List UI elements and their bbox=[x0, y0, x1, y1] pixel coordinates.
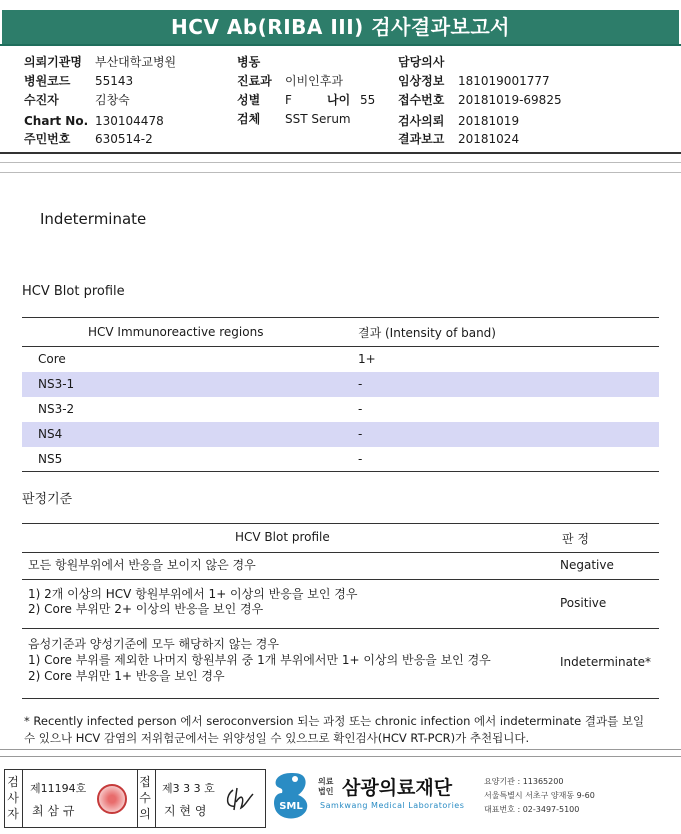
divider bbox=[0, 152, 681, 154]
table-header bbox=[22, 318, 659, 347]
criteria-table bbox=[22, 523, 659, 700]
report-footer bbox=[0, 767, 681, 834]
reviewer-label-text: 접수의 bbox=[139, 775, 151, 821]
criteria-text: 음성기준과 양성기준에 모두 해당하지 않는 경우 bbox=[28, 637, 279, 651]
tester-label-text: 검사자 bbox=[7, 775, 19, 821]
info-label: 접수번호 bbox=[398, 93, 445, 107]
table-row bbox=[22, 422, 659, 447]
tester-name: 최 삼 규 bbox=[32, 804, 75, 818]
phone: 대표번호 : 02-3497-5100 bbox=[484, 805, 580, 814]
info-label: 진료과 bbox=[237, 74, 272, 88]
seal-stamp-icon bbox=[97, 784, 127, 814]
criteria-result: Positive bbox=[560, 596, 607, 610]
info-value: 김창숙 bbox=[95, 93, 130, 107]
info-value: 부산대학교병원 bbox=[95, 55, 177, 69]
info-value: 55 bbox=[360, 93, 376, 107]
patient-info bbox=[0, 54, 681, 154]
result-cell: - bbox=[352, 447, 659, 472]
column-header: 판 정 bbox=[562, 532, 589, 546]
info-label: 병원코드 bbox=[24, 74, 71, 88]
footnote-line: * Recently infected person 에서 seroconversion 되는 과정 또는 chronic infection 에서 indeterminate 결과를 보일 bbox=[24, 714, 645, 728]
info-label: 주민번호 bbox=[24, 132, 71, 146]
reviewer-number: 제3 3 3 호 bbox=[162, 782, 215, 795]
info-value: 630514-2 bbox=[95, 132, 153, 146]
divider bbox=[0, 172, 681, 173]
sml-logo-icon bbox=[270, 771, 312, 823]
blot-profile-table bbox=[22, 317, 659, 472]
corp-type: 의료법인 bbox=[318, 777, 334, 796]
info-label: 검체 bbox=[237, 112, 261, 126]
blot-profile-title: HCV Blot profile bbox=[22, 284, 125, 299]
foundation-name: 삼광의료재단 bbox=[342, 777, 453, 799]
info-value: 55143 bbox=[95, 74, 134, 88]
criteria-text: 1) 2개 이상의 HCV 항원부위에서 1+ 이상의 반응을 보인 경우 bbox=[28, 587, 358, 601]
info-label: Chart No. bbox=[24, 114, 89, 128]
criteria-text: 2) Core 부위만 1+ 반응을 보인 경우 bbox=[28, 669, 225, 683]
criteria-title: 판정기준 bbox=[22, 492, 73, 507]
address: 서울특별시 서초구 양재동 9-60 bbox=[484, 791, 595, 800]
footnote-line: 수 있으나 HCV 감염의 저위험군에서는 위양성일 수 있으므로 확인검사(HCV RT-PCR)가 추천됩니다. bbox=[24, 731, 530, 745]
criteria-result: Indeterminate* bbox=[560, 655, 652, 669]
info-value: 20181024 bbox=[458, 132, 520, 146]
criteria-text: 1) Core 부위를 제외한 나머지 항원부위 중 1개 부위에서만 1+ 이상의 반응을 보인 경우 bbox=[28, 653, 491, 667]
info-value: 130104478 bbox=[95, 114, 164, 128]
footnote bbox=[24, 713, 664, 747]
info-value: 이비인후과 bbox=[285, 74, 343, 88]
region-cell: NS3-2 bbox=[38, 402, 75, 416]
region-cell: NS5 bbox=[22, 447, 352, 472]
column-header: 결과 (Intensity of band) bbox=[352, 318, 659, 347]
org-code: 요양기관 : 11365200 bbox=[484, 777, 564, 786]
divider bbox=[0, 756, 681, 757]
info-value: 181019001777 bbox=[458, 74, 550, 88]
reviewer-label bbox=[139, 774, 153, 822]
logo-text: SML bbox=[279, 801, 303, 812]
criteria-text: 2) Core 부위만 2+ 이상의 반응을 보인 경우 bbox=[28, 602, 264, 616]
company-info bbox=[484, 775, 595, 817]
info-label: 성별 bbox=[237, 93, 261, 107]
region-cell: NS3-1 bbox=[22, 372, 352, 397]
reviewer-name: 지 현 영 bbox=[164, 804, 207, 818]
info-label: 결과보고 bbox=[398, 132, 445, 146]
table-row bbox=[22, 347, 659, 372]
info-label: 병동 bbox=[237, 55, 261, 69]
signature-box bbox=[4, 769, 266, 828]
header-banner bbox=[0, 0, 681, 46]
table-row bbox=[22, 372, 659, 397]
signature-icon bbox=[223, 784, 257, 814]
divider bbox=[0, 162, 681, 163]
result-cell: - bbox=[352, 372, 659, 397]
result-cell: 1+ bbox=[358, 352, 376, 367]
info-label: 나이 bbox=[327, 93, 351, 107]
region-cell: Core bbox=[38, 352, 66, 367]
column-header: HCV Blot profile bbox=[235, 530, 330, 544]
info-label: 담당의사 bbox=[398, 55, 445, 69]
report-title: HCV Ab(RIBA III) 검사결과보고서 bbox=[2, 10, 679, 44]
region-cell: NS4 bbox=[22, 422, 352, 447]
info-label: 임상정보 bbox=[398, 74, 445, 88]
info-value: 20181019-69825 bbox=[458, 93, 562, 107]
result-cell: - bbox=[352, 422, 659, 447]
overall-result: Indeterminate bbox=[40, 210, 147, 228]
criteria-text: 모든 항원부위에서 반응을 보이지 않은 경우 bbox=[28, 558, 256, 572]
info-value: SST Serum bbox=[285, 112, 351, 126]
tester-number: 제11194호 bbox=[30, 782, 87, 795]
info-label: 수진자 bbox=[24, 93, 59, 107]
info-value: F bbox=[285, 93, 292, 107]
table-row bbox=[22, 553, 659, 580]
table-row bbox=[22, 397, 659, 422]
info-value: 20181019 bbox=[458, 114, 520, 128]
result-cell: - bbox=[358, 402, 363, 416]
criteria-result: Negative bbox=[560, 558, 614, 572]
divider bbox=[0, 749, 681, 750]
tester-label bbox=[7, 774, 21, 822]
table-header bbox=[22, 524, 659, 553]
foundation-english: Samkwang Medical Laboratories bbox=[320, 801, 465, 810]
table-row bbox=[22, 447, 659, 472]
column-header: HCV Immunoreactive regions bbox=[22, 318, 352, 347]
table-row bbox=[22, 580, 659, 629]
info-label: 의뢰기관명 bbox=[24, 55, 82, 69]
info-label: 검사의뢰 bbox=[398, 114, 445, 128]
table-row bbox=[22, 629, 659, 699]
